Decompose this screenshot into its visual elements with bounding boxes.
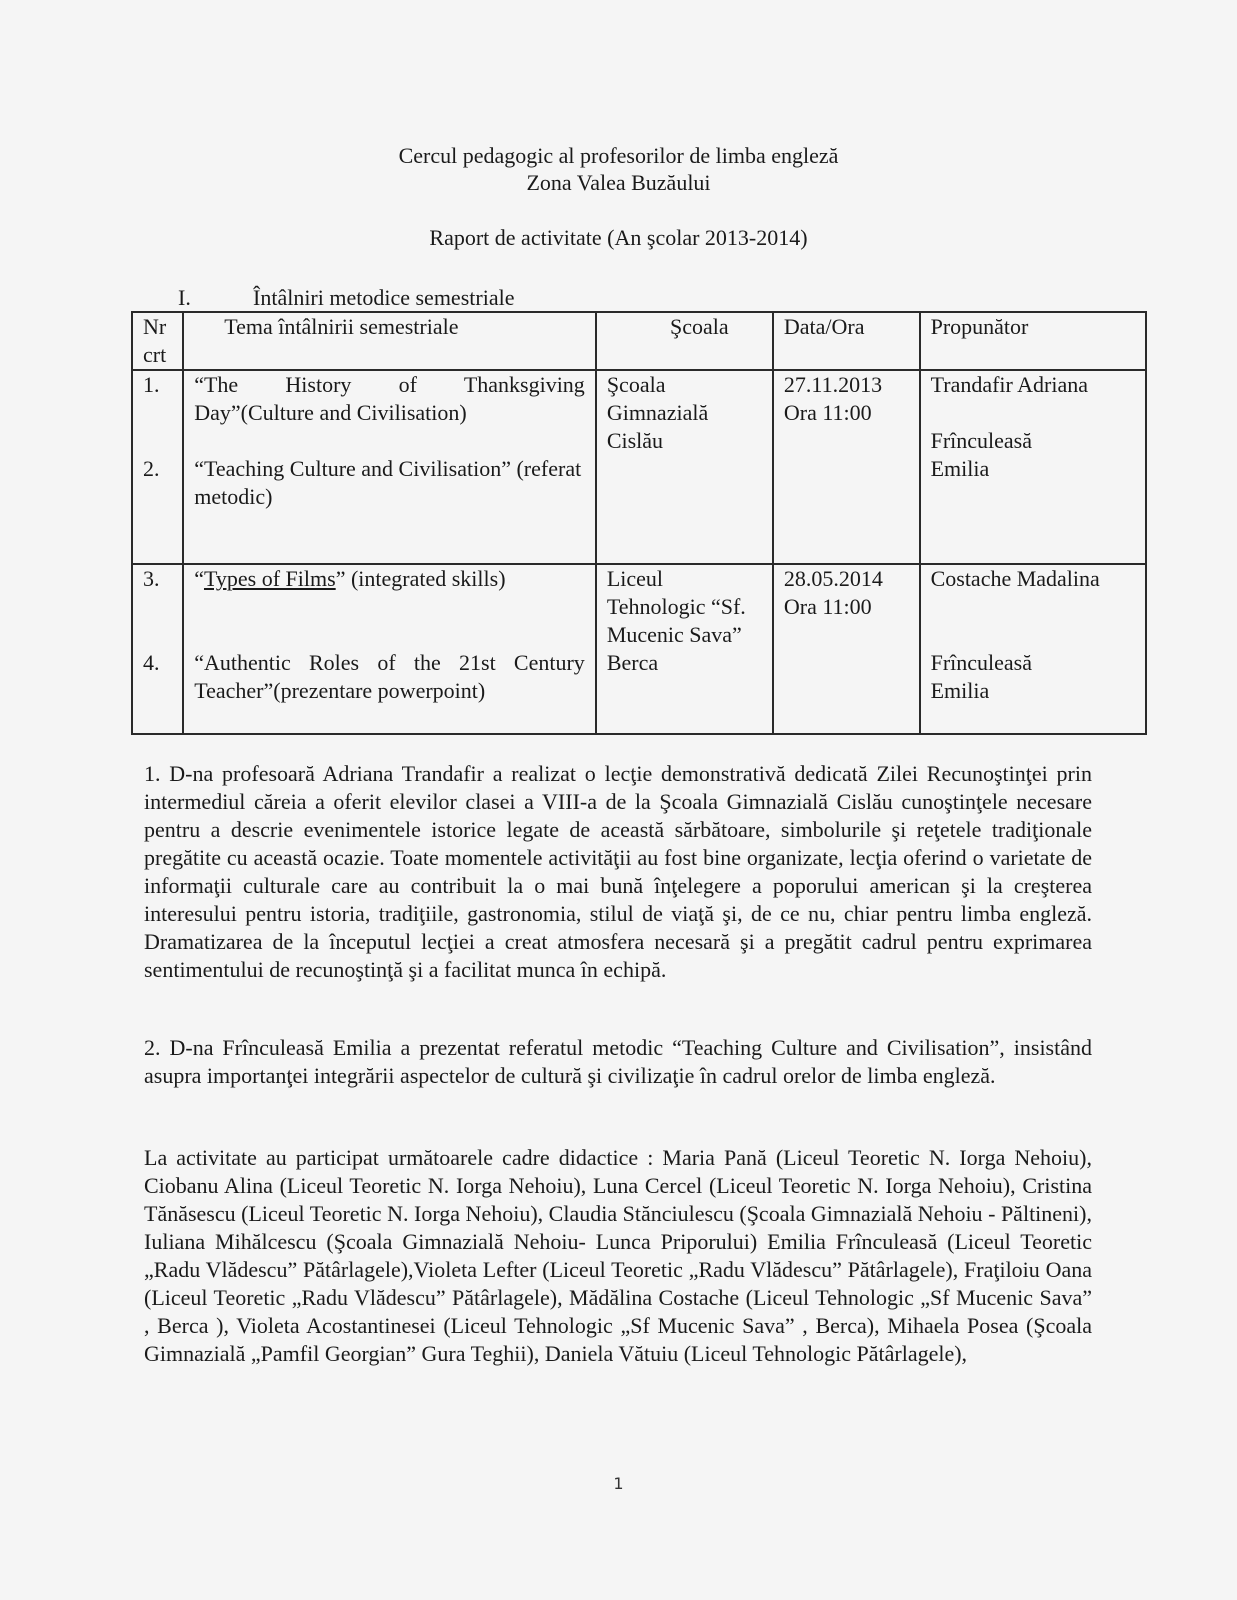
cell-propunator [920, 564, 1146, 734]
report-title: Raport de activitate (An şcolar 2013-2014) [429, 225, 808, 250]
meeting-time: Ora 11:00 [783, 400, 872, 425]
meeting-date: 28.05.2014 [783, 566, 883, 591]
cell-scoala: Şcoala Gimnazială Cislău [596, 370, 773, 564]
proposer-name: Costache Madalina [930, 566, 1100, 591]
proposer-name: Frînculeasă Emilia [930, 650, 1032, 703]
table-row [132, 564, 1146, 734]
proposer-name: Frînculeasă Emilia [930, 428, 1032, 481]
section-number: I. [178, 285, 191, 310]
column-header-nr: Nr crt [132, 312, 183, 370]
cell-tema [183, 564, 596, 734]
item-number: 3. [143, 566, 160, 591]
section-heading [178, 284, 514, 312]
paragraph-lesson-report: 1. D-na profesoară Adriana Trandafir a realizat o lecţie demonstrativă dedicată Zilei Recunoştinţei prin intermediul căreia a oferit elevilor clasei a VIII-a de la Şcoala Gimnazială Cislău cunoştinţele necesare pentru a descrie evenimentele istorice legate de această sărbătoare, simbolurile şi reţetele tradiţionale pregătite cu această ocazie. Toate momentele activităţii au fost bine organizate, lecţia oferind o varietate de informaţii culturale care au contribuit la o mai bună înţelegere a poporului american şi la creşterea interesului pentru istoria, tradiţiile, gastronomia, stilul de viaţă şi, de ce nu, chiar pentru limba engleză. Dramatizarea de la începutul lecţiei a creat atmosfera necesară şi a pregătit cadrul pentru exprimarea sentimentului de recunoştinţă şi a facilitat munca în echipă. [144, 761, 1092, 982]
meetings-table [131, 311, 1147, 735]
cell-data [773, 564, 920, 734]
section-title: Întâlniri metodice semestriale [253, 285, 515, 310]
table-row [132, 370, 1146, 564]
cell-scoala: Liceul Tehnologic “Sf. Mucenic Sava” Berca [596, 564, 773, 734]
cell-tema: “The History of Thanksgiving Day”(Culture and Civilisation) “Teaching Culture and Civilisation” (referat metodic) [183, 370, 596, 564]
item-number: 1. [143, 372, 160, 397]
underlined-title: Types of Films [203, 566, 336, 591]
column-header-propunator: Propunător [920, 312, 1146, 370]
item-topic: “Types of Films” (integrated skills) [194, 566, 506, 591]
item-topic: “The History of Thanksgiving [194, 372, 585, 397]
item-number: 2. [143, 456, 160, 481]
item-number: 4. [143, 650, 160, 675]
column-header-scoala: Şcoala [596, 312, 773, 370]
cell-data [773, 370, 920, 564]
header-line-1: Cercul pedagogic al profesorilor de limba engleză [398, 143, 839, 168]
column-header-data: Data/Ora [773, 312, 920, 370]
header-line-2: Zona Valea Buzăului [526, 170, 711, 195]
item-topic: “Teaching Culture and Civilisation” (referat metodic) [194, 456, 582, 509]
page-number: 1 [613, 1474, 624, 1493]
cell-nr [132, 370, 183, 564]
table-header-row [132, 312, 1146, 370]
proposer-name: Trandafir Adriana [930, 372, 1089, 397]
column-header-tema: Tema întâlnirii semestriale [183, 312, 596, 370]
meeting-date: 27.11.2013 [783, 372, 883, 397]
item-topic: “Authentic Roles of the 21st Century Teacher”(prezentare powerpoint) [194, 650, 585, 703]
cell-nr [132, 564, 183, 734]
paragraph-referat-report: 2. D-na Frînculeasă Emilia a prezentat referatul metodic “Teaching Culture and Civilisation”, insistând asupra importanţei integrării aspectelor de cultură şi civilizaţie în cadrul orelor de limba engleză. [144, 1035, 1092, 1088]
meeting-time: Ora 11:00 [783, 594, 872, 619]
paragraph-participants: La activitate au participat următoarele cadre didactice : Maria Pană (Liceul Teoretic N. Iorga Nehoiu), Ciobanu Alina (Liceul Teoretic N. Iorga Nehoiu), Luna Cercel (Liceul Teoretic N. Iorga Nehoiu), Cristina Tănăsescu (Liceul Teoretic N. Iorga Nehoiu), Claudia Stănciulescu (Şcoala Gimnazială Nehoiu - Păltineni), Iuliana Mihălcescu (Şcoala Gimnazială Nehoiu- Lunca Priporului) Emilia Frînculeasă (Liceul Teoretic „Radu Vlădescu” Pătârlagele),Violeta Lefter (Liceul Teoretic „Radu Vlădescu” Pătârlagele), Fraţiloiu Oana (Liceul Teoretic „Radu Vlădescu” Pătârlagele), Mădălina Costache (Liceul Tehnologic „Sf Mucenic Sava” , Berca ), Violeta Acostantinesei (Liceul Tehnologic „Sf Mucenic Sava” , Berca), Mihaela Posea (Şcoala Gimnazială „Pamfil Georgian” Gura Teghii), Daniela Vătuiu (Liceul Tehnologic Pătârlagele), [144, 1145, 1092, 1366]
cell-propunator [920, 370, 1146, 564]
